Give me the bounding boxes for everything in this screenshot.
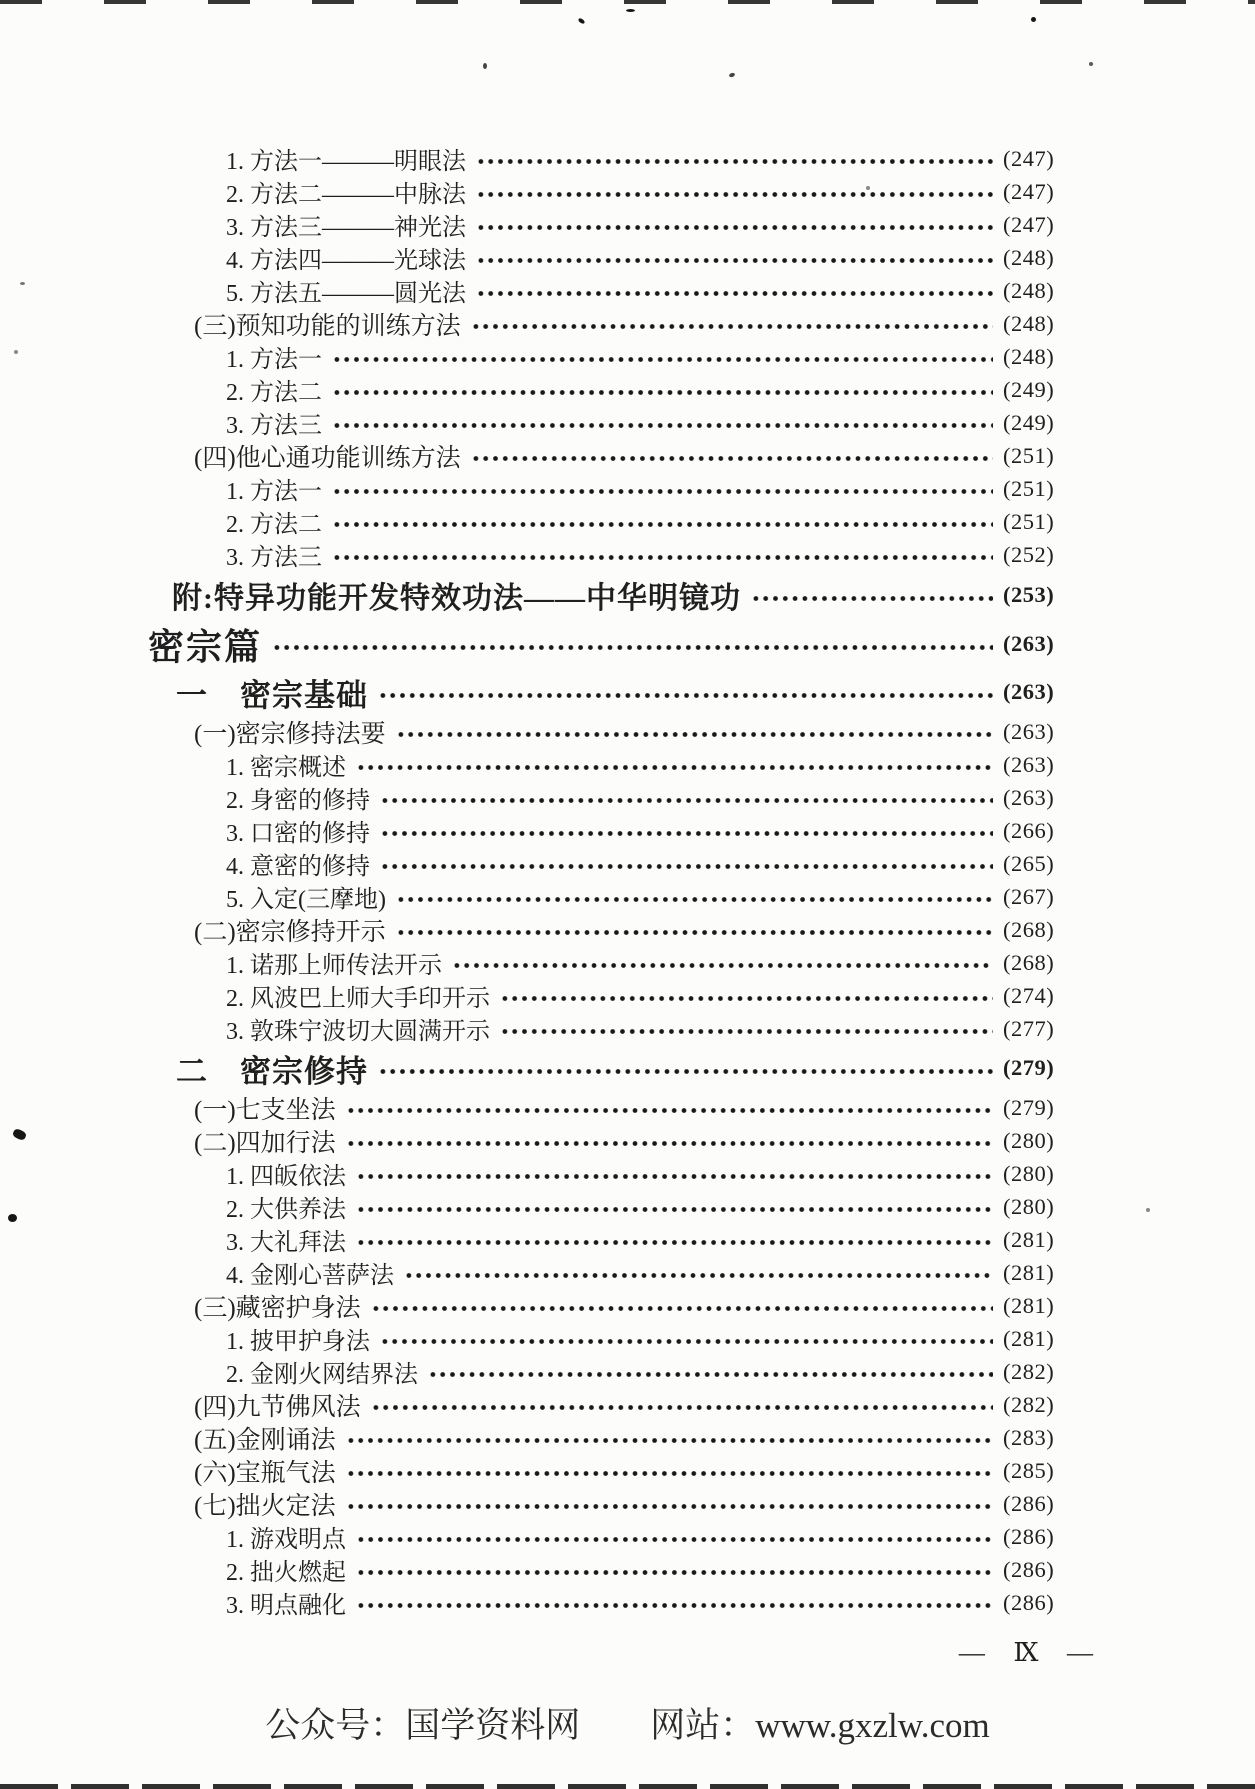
- toc-entry: [148, 715, 1095, 748]
- toc-entry-label: 2. 大供养法: [226, 1197, 346, 1223]
- dotted-leader: [428, 1355, 993, 1388]
- toc-entry-label: 2. 风波巴上师大手印开示: [226, 986, 490, 1012]
- toc-entry-label: 1. 密宗概述: [226, 755, 346, 781]
- toc-entry-page-number: (268): [1003, 949, 1055, 975]
- toc-entry: [148, 1256, 1095, 1289]
- toc-entry: [148, 781, 1095, 814]
- toc-entry-page-number: (248): [1003, 244, 1055, 270]
- toc-entry: [148, 1553, 1095, 1586]
- toc-entry: [148, 1012, 1095, 1045]
- toc-entry-page-number: (251): [1003, 508, 1055, 534]
- dotted-leader: [378, 1045, 993, 1091]
- toc-entry: [148, 175, 1095, 208]
- toc-entry-label: 3. 方法三———神光法: [226, 215, 466, 241]
- toc-entry-label: (四)九节佛风法: [194, 1393, 361, 1421]
- dotted-leader: [396, 715, 993, 748]
- dotted-leader: [471, 307, 993, 340]
- toc-entry-page-number: (263): [1003, 784, 1055, 810]
- toc-entry-page-number: (247): [1003, 211, 1055, 237]
- toc-entry-label: 4. 方法四———光球法: [226, 248, 466, 274]
- toc-entry-label: 2. 拙火燃起: [226, 1560, 346, 1586]
- toc-entry: [148, 1520, 1095, 1553]
- toc-entry-page-number: (249): [1003, 376, 1055, 402]
- dotted-leader: [380, 781, 993, 814]
- toc-entry-page-number: (267): [1003, 883, 1055, 909]
- toc-entry-label: (五)金刚诵法: [194, 1426, 336, 1454]
- toc-entry: [148, 669, 1095, 715]
- scan-edge-artifact-bottom: [0, 1784, 1255, 1789]
- dotted-leader: [476, 274, 993, 307]
- toc-entry-page-number: (281): [1003, 1259, 1055, 1285]
- toc-entry: [148, 619, 1095, 669]
- toc-entry: [148, 1586, 1095, 1619]
- toc-entry: [148, 406, 1095, 439]
- toc-entry-label: 密宗篇: [148, 626, 263, 667]
- toc-entry-label: 4. 金刚心菩萨法: [226, 1263, 394, 1289]
- scan-edge-artifact-top: [0, 0, 1255, 4]
- toc-entry-label: 附:特异功能开发特效功法——中华明镜功: [172, 582, 741, 615]
- dotted-leader: [356, 1157, 993, 1190]
- scan-speck: [1146, 1208, 1150, 1212]
- toc-entry-page-number: (248): [1003, 343, 1055, 369]
- toc-entry-page-number: (251): [1003, 442, 1055, 468]
- dotted-leader: [380, 1322, 993, 1355]
- toc-entry: [148, 1421, 1095, 1454]
- dotted-leader: [356, 1553, 993, 1586]
- toc-entry-label: (三)藏密护身法: [194, 1294, 361, 1322]
- dotted-leader: [396, 880, 993, 913]
- toc-entry-label: 1. 游戏明点: [226, 1527, 346, 1553]
- toc-entry: [148, 241, 1095, 274]
- toc-entry: [148, 1157, 1095, 1190]
- toc-entry-label: (二)四加行法: [194, 1129, 336, 1157]
- toc-entry-label: 3. 敦珠宁波切大圆满开示: [226, 1019, 490, 1045]
- dotted-leader: [500, 1012, 993, 1045]
- dotted-leader: [380, 814, 993, 847]
- dotted-leader: [476, 241, 993, 274]
- toc-entry-page-number: (251): [1003, 475, 1055, 501]
- toc-entry-label: 2. 身密的修持: [226, 788, 370, 814]
- dotted-leader: [371, 1289, 993, 1322]
- dotted-leader: [396, 913, 993, 946]
- scan-speck: [728, 72, 735, 78]
- toc-entry-label: (一)密宗修持法要: [194, 720, 386, 748]
- toc-entry: [148, 505, 1095, 538]
- toc-entry-page-number: (252): [1003, 541, 1055, 567]
- dotted-leader: [404, 1256, 993, 1289]
- toc-entry-page-number: (280): [1003, 1160, 1055, 1186]
- toc-entry: [148, 1091, 1095, 1124]
- dotted-leader: [346, 1091, 993, 1124]
- toc-entry-page-number: (280): [1003, 1193, 1055, 1219]
- dotted-leader: [332, 373, 993, 406]
- toc-entry-page-number: (282): [1003, 1391, 1055, 1417]
- toc-entry-page-number: (248): [1003, 277, 1055, 303]
- toc-entry: [148, 208, 1095, 241]
- toc-entry: [148, 847, 1095, 880]
- toc-entry: [148, 1322, 1095, 1355]
- toc-entry: [148, 472, 1095, 505]
- scan-speck: [8, 1214, 17, 1222]
- toc-entry: [148, 1355, 1095, 1388]
- toc-entry: [148, 571, 1095, 619]
- toc-entry-page-number: (263): [1003, 718, 1055, 744]
- toc-entry: [148, 1124, 1095, 1157]
- toc-entry: [148, 946, 1095, 979]
- scan-speck: [20, 282, 25, 285]
- toc-entry-page-number: (274): [1003, 982, 1055, 1008]
- toc-entry: [148, 373, 1095, 406]
- toc-entry: [148, 274, 1095, 307]
- dotted-leader: [452, 946, 993, 979]
- toc-entry: [148, 1388, 1095, 1421]
- dotted-leader: [378, 669, 993, 715]
- toc-entry-page-number: (268): [1003, 916, 1055, 942]
- dotted-leader: [356, 1223, 993, 1256]
- toc-entry-label: 1. 披甲护身法: [226, 1329, 370, 1355]
- toc-entry-page-number: (247): [1003, 145, 1055, 171]
- dotted-leader: [346, 1421, 993, 1454]
- toc-entry-page-number: (281): [1003, 1292, 1055, 1318]
- toc-entry-label: 3. 方法三: [226, 545, 322, 571]
- scan-speck: [483, 63, 487, 69]
- dotted-leader: [476, 142, 993, 175]
- dotted-leader: [751, 571, 993, 619]
- toc-entry: [148, 538, 1095, 571]
- dotted-leader: [476, 175, 993, 208]
- toc-entry-label: 5. 方法五———圆光法: [226, 281, 466, 307]
- dotted-leader: [356, 1586, 993, 1619]
- toc-entry-page-number: (286): [1003, 1556, 1055, 1582]
- toc-entry: [148, 814, 1095, 847]
- dotted-leader: [356, 1520, 993, 1553]
- toc-entry-page-number: (279): [1003, 1055, 1055, 1080]
- dotted-leader: [272, 619, 993, 669]
- dotted-leader: [356, 1190, 993, 1223]
- toc-entry: [148, 979, 1095, 1012]
- scan-speck: [577, 17, 585, 24]
- toc-entry-label: (四)他心通功能训练方法: [194, 444, 461, 472]
- toc-entry-label: (一)七支坐法: [194, 1096, 336, 1124]
- toc-entry-page-number: (282): [1003, 1358, 1055, 1384]
- toc-entry-page-number: (283): [1003, 1424, 1055, 1450]
- toc-entry-label: 1. 方法一: [226, 347, 322, 373]
- toc-entry-label: 3. 明点融化: [226, 1593, 346, 1619]
- toc-entry-label: 2. 方法二———中脉法: [226, 182, 466, 208]
- dotted-leader: [332, 406, 993, 439]
- dotted-leader: [476, 208, 993, 241]
- toc-entry: [148, 142, 1095, 175]
- toc-entry-page-number: (263): [1003, 631, 1055, 656]
- watermark-text: 公众号：国学资料网 网站：www.gxzlw.com: [265, 1706, 990, 1745]
- scan-speck: [626, 9, 635, 12]
- toc-entry-label: 3. 大礼拜法: [226, 1230, 346, 1256]
- toc-entry-label: 2. 方法二: [226, 512, 322, 538]
- toc-entry: [148, 748, 1095, 781]
- toc-entry: [148, 880, 1095, 913]
- scan-speck: [1089, 62, 1093, 66]
- toc-entry: [148, 1190, 1095, 1223]
- toc-entry: [148, 913, 1095, 946]
- toc-entry-page-number: (279): [1003, 1094, 1055, 1120]
- toc-entry-page-number: (286): [1003, 1523, 1055, 1549]
- toc-entry-label: 3. 口密的修持: [226, 821, 370, 847]
- dotted-leader: [346, 1124, 993, 1157]
- page-number-roman: — Ⅸ —: [958, 1638, 1095, 1667]
- toc-entry-label: 1. 诺那上师传法开示: [226, 953, 442, 979]
- dotted-leader: [471, 439, 993, 472]
- toc-entry-page-number: (247): [1003, 178, 1055, 204]
- dotted-leader: [346, 1454, 993, 1487]
- toc-entry-page-number: (281): [1003, 1325, 1055, 1351]
- toc-entry-page-number: (281): [1003, 1226, 1055, 1252]
- toc-entry: [148, 1454, 1095, 1487]
- toc-entry-label: (六)宝瓶气法: [194, 1459, 336, 1487]
- toc-entry-label: (七)拙火定法: [194, 1492, 336, 1520]
- toc-entry-label: (二)密宗修持开示: [194, 918, 386, 946]
- toc-entry: [148, 340, 1095, 373]
- toc-entry-page-number: (280): [1003, 1127, 1055, 1153]
- toc-entry: [148, 1045, 1095, 1091]
- toc-entry-label: 一 密宗基础: [176, 677, 368, 713]
- toc-entry: [148, 307, 1095, 340]
- scan-speck: [12, 1128, 28, 1142]
- scan-speck: [1031, 17, 1036, 22]
- dotted-leader: [332, 505, 993, 538]
- toc-entry-label: 1. 方法一———明眼法: [226, 149, 466, 175]
- toc-entry: [148, 1223, 1095, 1256]
- dotted-leader: [332, 538, 993, 571]
- toc-entry-page-number: (253): [1003, 582, 1055, 607]
- toc-entry-label: (三)预知功能的训练方法: [194, 312, 461, 340]
- toc-entry-page-number: (277): [1003, 1015, 1055, 1041]
- toc-entry-label: 1. 四皈依法: [226, 1164, 346, 1190]
- toc-entry-page-number: (286): [1003, 1589, 1055, 1615]
- toc-entry-page-number: (285): [1003, 1457, 1055, 1483]
- dotted-leader: [500, 979, 993, 1012]
- toc-entry-page-number: (266): [1003, 817, 1055, 843]
- dotted-leader: [371, 1388, 993, 1421]
- toc-entry-label: 5. 入定(三摩地): [226, 887, 386, 913]
- dotted-leader: [332, 472, 993, 505]
- toc-entry-page-number: (249): [1003, 409, 1055, 435]
- toc-entry-label: 3. 方法三: [226, 413, 322, 439]
- table-of-contents: [148, 142, 1095, 1619]
- toc-entry-page-number: (265): [1003, 850, 1055, 876]
- toc-entry-label: 4. 意密的修持: [226, 854, 370, 880]
- toc-entry-label: 1. 方法一: [226, 479, 322, 505]
- dotted-leader: [346, 1487, 993, 1520]
- toc-entry-page-number: (263): [1003, 679, 1055, 704]
- scan-speck: [14, 350, 18, 354]
- dotted-leader: [356, 748, 993, 781]
- toc-entry: [148, 1289, 1095, 1322]
- toc-entry-page-number: (286): [1003, 1490, 1055, 1516]
- toc-entry-page-number: (263): [1003, 751, 1055, 777]
- toc-entry-page-number: (248): [1003, 310, 1055, 336]
- toc-entry: [148, 1487, 1095, 1520]
- toc-entry-label: 2. 方法二: [226, 380, 322, 406]
- toc-entry-label: 2. 金刚火网结界法: [226, 1362, 418, 1388]
- dotted-leader: [332, 340, 993, 373]
- toc-entry: [148, 439, 1095, 472]
- dotted-leader: [380, 847, 993, 880]
- toc-entry-label: 二 密宗修持: [176, 1053, 368, 1089]
